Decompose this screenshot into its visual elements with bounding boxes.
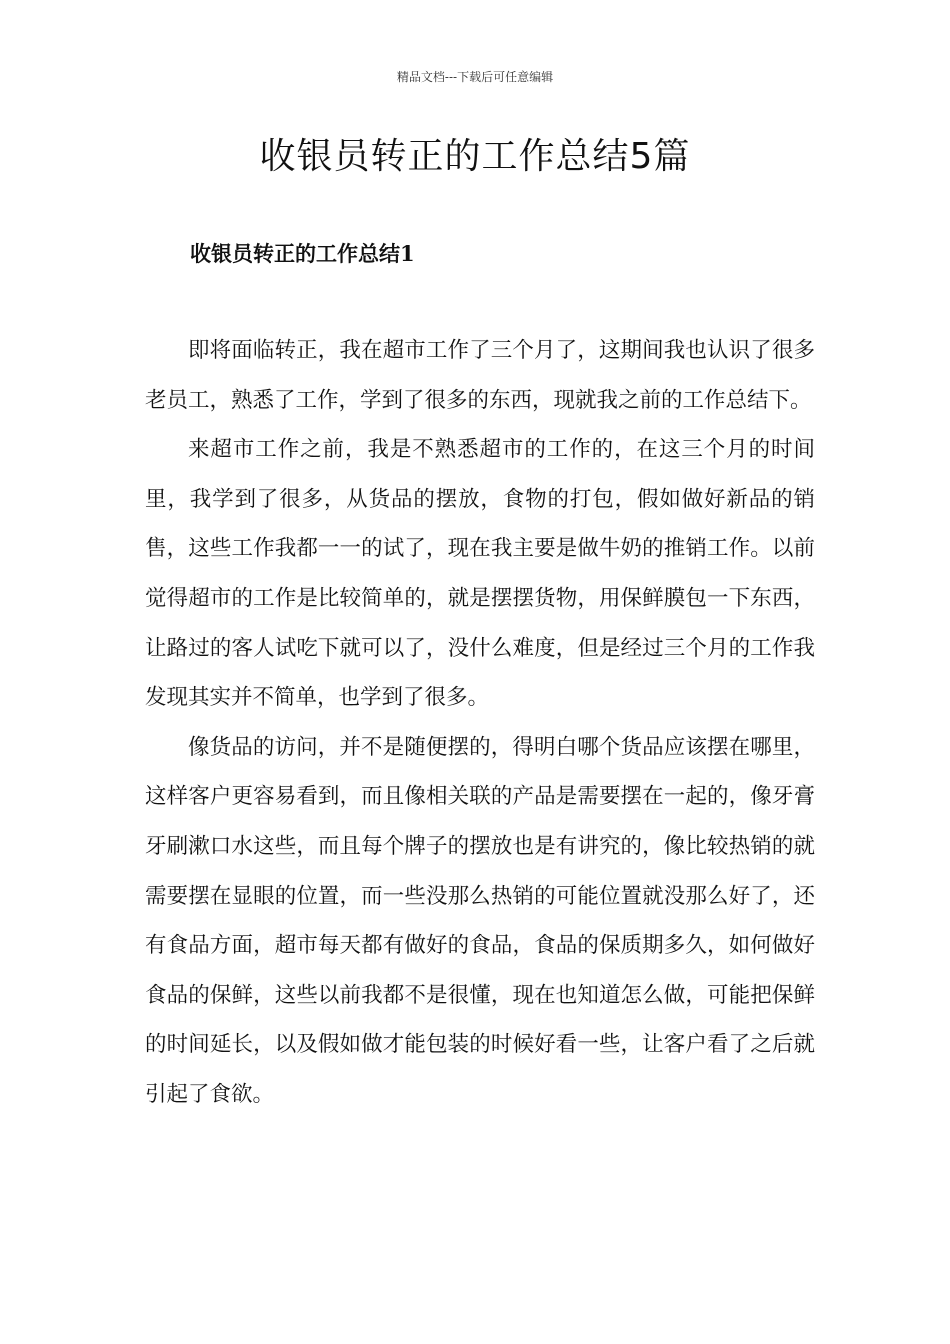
paragraph: 即将面临转正，我在超市工作了三个月了，这期间我也认识了很多老员工，熟悉了工作，学到了很多的东西，现就我之前的工作总结下。 bbox=[145, 338, 815, 413]
paragraph: 来超市工作之前，我是不熟悉超市的工作的，在这三个月的时间里，我学到了很多，从货品的摆放，食物的打包，假如做好新品的销售，这些工作我都一一的试了，现在我主要是做牛奶的推销工作。以前觉得超市的工作是比较简单的，就是摆摆货物，用保鲜膜包一下东西，让路过的客人试吃下就可以了，没什么难度，但是经过三个月的工作我发现其实并不简单，也学到了很多。 bbox=[145, 437, 815, 711]
page-header: 精品文档---下载后可任意编辑 bbox=[396, 70, 554, 84]
section-heading: 收银员转正的工作总结1 bbox=[190, 241, 415, 266]
document-title: 收银员转正的工作总结5篇 bbox=[259, 136, 691, 177]
body-text bbox=[145, 326, 815, 1120]
paragraph: 像货品的访问，并不是随便摆的，得明白哪个货品应该摆在哪里，这样客户更容易看到，而且像相关联的产品是需要摆在一起的，像牙膏牙刷漱口水这些，而且每个牌子的摆放也是有讲究的，像比较热销的就需要摆在显眼的位置，而一些没那么热销的可能位置就没那么好了，还有食品方面，超市每天都有做好的食品，食品的保质期多久，如何做好食品的保鲜，这些以前我都不是很懂，现在也知道怎么做，可能把保鲜的时间延长，以及假如做才能包装的时候好看一些，让客户看了之后就引起了食欲。 bbox=[145, 734, 815, 1107]
